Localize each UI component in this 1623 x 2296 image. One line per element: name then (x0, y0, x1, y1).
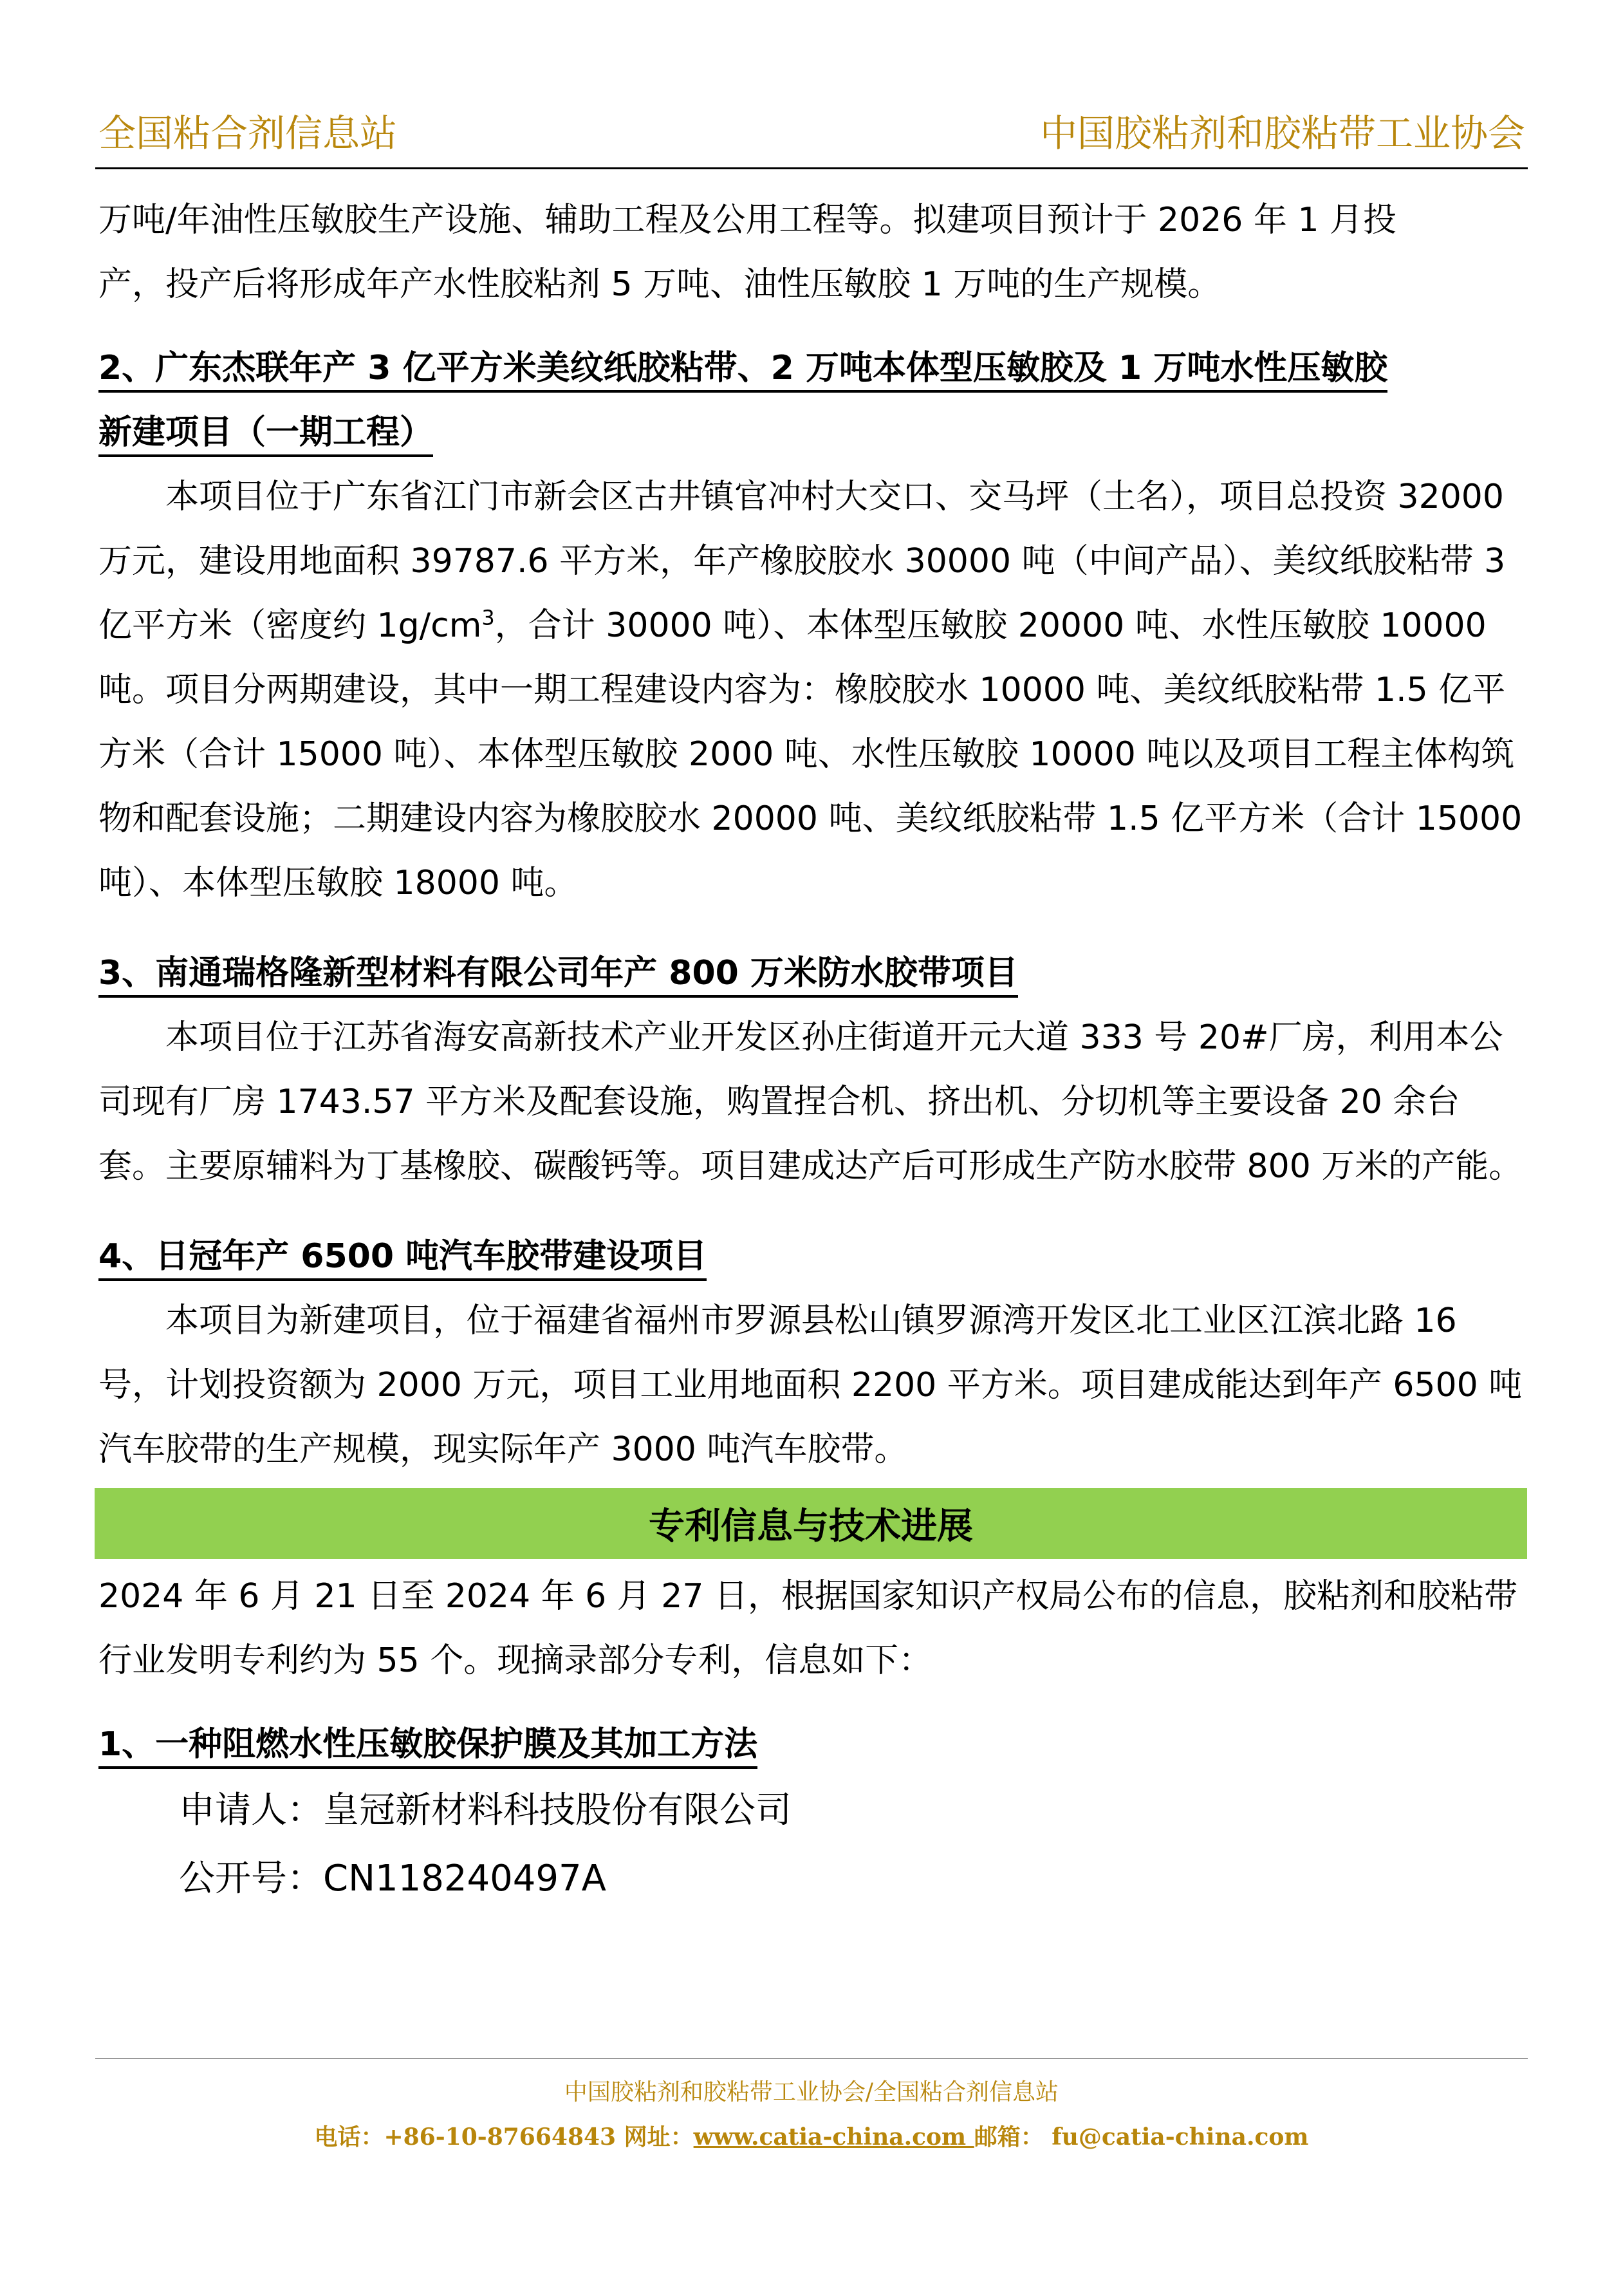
footer-website-link[interactable]: www.catia-china.com (693, 2123, 974, 2151)
intro-line-2: 产，投产后将形成年产水性胶粘剂 5 万吨、油性压敏胶 1 万吨的生产规模。 (98, 265, 1221, 304)
project-2-body: 本项目位于广东省江门市新会区古井镇官冲村大交口、交马坪（土名），项目总投资 32000 万元，建设用地面积 39787.6 平方米，年产橡胶胶水 30000 吨（中间产品）、美纹纸胶粘带 3 亿平方米（密度约 $1g/cm^3$，合计 30000 吨）、本体型压敏胶 20000 吨、水性压敏胶 10000 吨。项目分两期建设，其中一期工程建设内容为：橡胶胶水 10000 吨、美纹纸胶粘带 1.5 亿平方米（合计 15000 吨）、本体型压敏胶 2000 吨、水性压敏胶 10000 吨以及项目工程主体构筑物和配套设施；二期建设内容为橡胶胶水 20000 吨、美纹纸胶粘带 1.5 亿平方米（合计 15000 吨）、本体型压敏胶 18000 吨。 (98, 478, 1523, 902)
header-site-name: 全国粘合剂信息站 (98, 111, 398, 155)
project-2-title-line-2: 新建项目（一期工程） (98, 400, 1523, 465)
header-divider (95, 167, 1528, 169)
patent-1-applicant: 申请人：皇冠新材料科技股份有限公司 (179, 1789, 792, 1831)
patent-1-publication-number: 公开号：CN118240497A (179, 1858, 606, 1899)
footer-phone: 电话：+86-10-87664843 网址： (314, 2123, 694, 2151)
project-4-body: 本项目为新建项目，位于福建省福州市罗源县松山镇罗源湾开发区北工业区江滨北路 16 号，计划投资额为 2000 万元，项目工业用地面积 2200 平方米。项目建成能达到年产 6500 吨汽车胶带的生产规模，现实际年产 3000 吨汽车胶带。 (98, 1302, 1523, 1469)
patent-1-title: 1、一种阻燃水性压敏胶保护膜及其加工方法 (98, 1712, 1523, 1777)
project-4-title: 4、日冠年产 6500 吨汽车胶带建设项目 (98, 1224, 1523, 1289)
footer-email[interactable]: 邮箱： fu@catia-china.com (974, 2123, 1309, 2151)
section-banner-patents: 专利信息与技术进展 (95, 1488, 1527, 1559)
project-3-title: 3、南通瑞格隆新型材料有限公司年产 800 万米防水胶带项目 (98, 941, 1523, 1005)
header-association-name: 中国胶粘剂和胶粘带工业协会 (1039, 111, 1525, 155)
project-2-title-line-1: 2、广东杰联年产 3 亿平方米美纹纸胶粘带、2 万吨本体型压敏胶及 1 万吨水性压敏胶 (98, 336, 1523, 400)
footer-divider (95, 2058, 1528, 2059)
superscript-3: 3 (481, 605, 495, 630)
intro-line-1: 万吨/年油性压敏胶生产设施、辅助工程及公用工程等。拟建项目预计于 2026 年 1 月投 (98, 201, 1397, 239)
footer-organization: 中国胶粘剂和胶粘带工业协会/全国粘合剂信息站 (564, 2079, 1059, 2105)
project-3-body: 本项目位于江苏省海安高新技术产业开发区孙庄街道开元大道 333 号 20#厂房，利用本公司现有厂房 1743.57 平方米及配套设施，购置捏合机、挤出机、分切机等主要设备 20 余台套。主要原辅料为丁基橡胶、碳酸钙等。项目建成达产后可形成生产防水胶带 800 万米的产能。 (98, 1018, 1523, 1186)
page-content (98, 188, 1523, 1913)
footer-contact (0, 2119, 1623, 2152)
patent-intro: 2024 年 6 月 21 日至 2024 年 6 月 27 日，根据国家知识产权局公布的信息，胶粘剂和胶粘带行业发明专利约为 55 个。现摘录部分专利，信息如下： (98, 1577, 1517, 1680)
